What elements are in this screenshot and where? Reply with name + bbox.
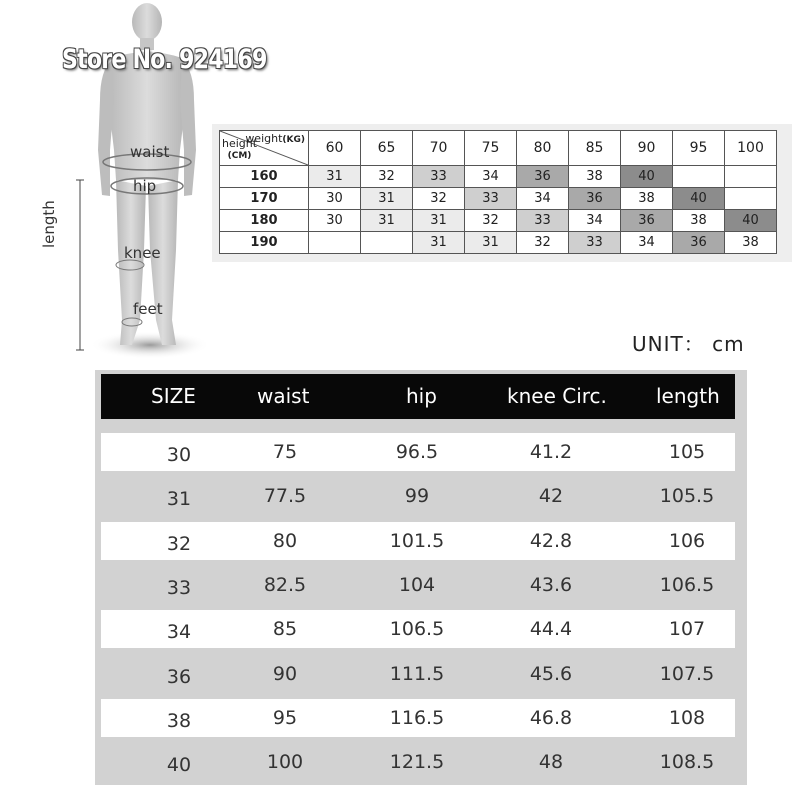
length-cell: 106 [668,529,706,552]
knee-circ-cell: 44.4 [529,618,573,641]
size-chart-header [101,374,735,419]
hip-cell: 101.5 [389,529,445,552]
recommended-size-cell: 31 [413,210,465,232]
waist-cell: 75 [272,441,298,463]
table-row [101,566,735,604]
hip-cell: 96.5 [395,441,439,463]
recommended-size-cell: 40 [725,210,777,232]
recommended-size-cell: 30 [309,188,361,210]
height-row [220,188,777,210]
recommended-size-cell: 38 [673,210,725,232]
hip-cell: 121.5 [389,751,445,774]
recommended-size-cell: 31 [413,232,465,254]
corner-height-label: height (CM) [222,137,258,161]
length-cell: 105 [668,441,706,463]
recommended-size-cell: 34 [517,188,569,210]
hip-cell: 104 [398,573,436,596]
length-cell: 108 [668,706,706,729]
recommended-size-cell: 33 [569,232,621,254]
recommended-size-cell: 36 [673,232,725,254]
table-row [101,522,735,560]
header-waist: waist [257,384,310,408]
hip-cell: 106.5 [389,618,445,641]
knee-circ-cell: 43.6 [529,573,573,596]
weight-header-cell: 90 [621,131,673,166]
recommended-size-cell: 36 [621,210,673,232]
knee-label: knee [124,244,161,262]
hip-label: hip [133,177,157,195]
size-cell: 34 [166,621,192,644]
table-corner-cell [220,131,309,166]
length-cell: 107 [668,618,706,641]
weight-header-cell: 75 [465,131,517,166]
recommended-size-cell: 31 [361,188,413,210]
height-header-cell: 170 [220,188,309,210]
size-cell: 36 [166,665,192,688]
length-cell: 106.5 [659,573,715,596]
recommended-size-cell: 31 [309,166,361,188]
length-label: length [40,200,58,248]
size-cell: 38 [166,709,192,732]
size-cell: 31 [166,488,192,511]
recommended-size-cell: 32 [517,232,569,254]
recommended-size-cell: 33 [517,210,569,232]
recommended-size-cell: 38 [621,188,673,210]
recommended-size-cell: 31 [361,210,413,232]
length-cell: 107.5 [659,662,715,685]
recommended-size-cell: 40 [673,188,725,210]
recommended-size-cell: 33 [413,166,465,188]
weight-header-cell: 100 [725,131,777,166]
header-knee-circ: knee Circ. [507,384,607,408]
recommended-size-cell: 40 [621,166,673,188]
header-length: length [656,384,720,408]
size-cell: 30 [166,444,192,466]
height-row [220,210,777,232]
recommended-size-cell: 31 [465,232,517,254]
recommended-size-cell [673,166,725,188]
length-cell: 108.5 [659,751,715,774]
header-hip: hip [406,384,437,408]
size-cell: 32 [166,532,192,555]
table-row [101,477,735,515]
table-row [101,610,735,648]
recommended-size-cell [725,166,777,188]
recommended-size-cell [309,232,361,254]
weight-header-cell: 85 [569,131,621,166]
knee-circ-cell: 41.2 [529,441,573,463]
weight-header-cell: 80 [517,131,569,166]
unit-label: UNIT： cm [632,332,745,356]
recommended-size-cell: 34 [465,166,517,188]
recommended-size-cell [361,232,413,254]
waist-cell: 85 [272,618,298,641]
waist-cell: 95 [272,706,298,729]
feet-label: feet [133,300,163,318]
size-chart-table [95,370,747,785]
waist-cell: 90 [272,662,298,685]
recommended-size-cell: 34 [569,210,621,232]
recommended-size-cell: 38 [569,166,621,188]
waist-cell: 82.5 [263,573,307,596]
size-cell: 40 [166,754,192,777]
knee-circ-cell: 46.8 [529,706,573,729]
recommended-size-cell: 32 [465,210,517,232]
waist-cell: 100 [266,751,304,774]
knee-circ-cell: 48 [538,751,564,774]
height-header-cell: 160 [220,166,309,188]
table-row [101,699,735,737]
recommended-size-cell: 36 [569,188,621,210]
recommended-size-cell: 32 [413,188,465,210]
recommended-size-cell: 36 [517,166,569,188]
header-size: SIZE [151,384,196,408]
weight-header-cell: 70 [413,131,465,166]
hip-cell: 116.5 [389,706,445,729]
recommended-size-cell: 32 [361,166,413,188]
waist-label: waist [130,143,170,161]
height-header-cell: 180 [220,210,309,232]
weight-header-cell: 60 [309,131,361,166]
size-cell: 33 [166,576,192,599]
height-row [220,166,777,188]
knee-circ-cell: 45.6 [529,662,573,685]
store-watermark: Store No. 924169 [62,44,267,75]
weight-header-row [220,131,777,166]
corner-weight-label: weight(KG) [245,132,305,145]
height-row [220,232,777,254]
waist-cell: 80 [272,529,298,552]
knee-circ-cell: 42.8 [529,529,573,552]
recommended-size-cell: 34 [621,232,673,254]
recommended-size-cell: 33 [465,188,517,210]
recommended-size-cell: 30 [309,210,361,232]
weight-header-cell: 65 [361,131,413,166]
table-row [101,743,735,781]
table-row [101,655,735,693]
weight-header-cell: 95 [673,131,725,166]
hip-cell: 111.5 [389,662,445,685]
table-row [101,433,735,471]
hip-cell: 99 [404,485,430,508]
length-cell: 105.5 [659,485,715,508]
recommended-size-cell [725,188,777,210]
weight-height-table [219,130,777,254]
recommended-size-cell: 38 [725,232,777,254]
knee-circ-cell: 42 [538,485,564,508]
height-header-cell: 190 [220,232,309,254]
waist-cell: 77.5 [263,485,307,508]
